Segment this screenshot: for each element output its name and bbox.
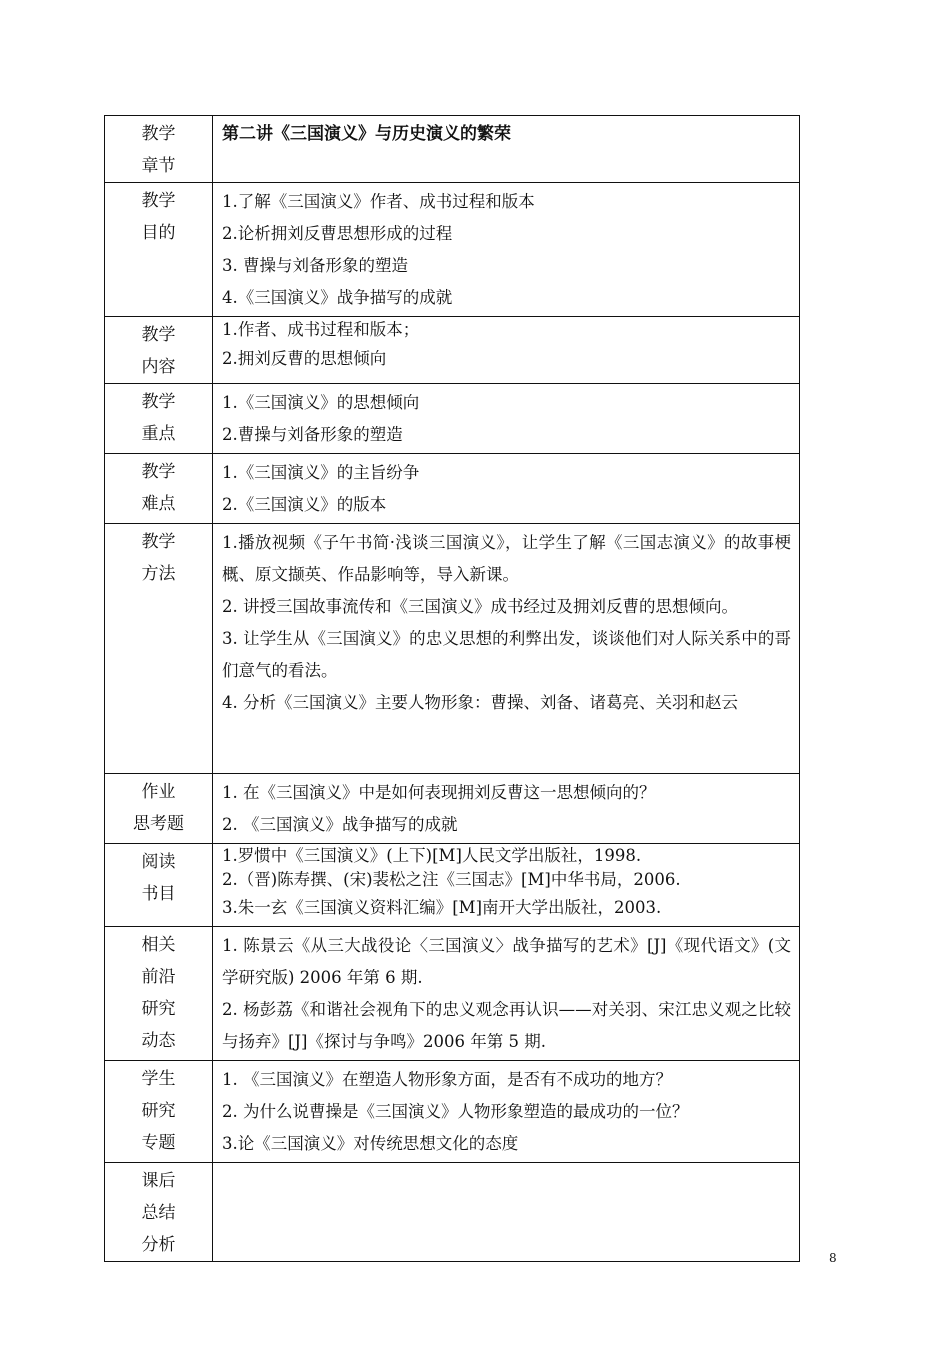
content-paragraph: 3. 让学生从《三国演义》的忠义思想的利弊出发，谈谈他们对人际关系中的哥们意气的看法。 bbox=[222, 629, 791, 680]
content-line: 1.《三国演义》的思想倾向 bbox=[222, 393, 420, 412]
row-content bbox=[213, 774, 800, 844]
content-paragraph: 1.播放视频《子午书简·浅谈三国演义》，让学生了解《三国志演义》的故事梗概、原文撷英、作品影响等，导入新课。 bbox=[222, 533, 791, 584]
content-line: 3.朱一玄《三国演义资料汇编》[M]南开大学出版社，2003. bbox=[222, 898, 662, 917]
content-paragraph: 4. 分析《三国演义》主要人物形象：曹操、刘备、诸葛亮、关羽和赵云 bbox=[222, 693, 738, 712]
row-objectives bbox=[105, 183, 800, 317]
label-line: 方法 bbox=[141, 564, 176, 584]
label-line: 分析 bbox=[141, 1235, 176, 1255]
content-paragraph: 2. 讲授三国故事流传和《三国演义》成书经过及拥刘反曹的思想倾向。 bbox=[222, 597, 738, 616]
content-line: 2.曹操与刘备形象的塑造 bbox=[222, 425, 403, 444]
label-line: 研究 bbox=[141, 1101, 176, 1121]
row-label bbox=[105, 183, 213, 317]
label-line: 难点 bbox=[141, 494, 176, 514]
row-content bbox=[213, 844, 800, 927]
content-paragraph: 2. 杨彭荔《和谐社会视角下的忠义观念再认识——对关羽、宋江忠义观之比较与扬弃》[J]《探讨与争鸣》2006 年第 5 期. bbox=[222, 1000, 791, 1051]
row-label bbox=[105, 317, 213, 384]
label-line: 章节 bbox=[141, 156, 176, 176]
label-line: 书目 bbox=[141, 884, 176, 904]
row-label bbox=[105, 927, 213, 1061]
label-line: 思考题 bbox=[133, 814, 184, 834]
content-line: 1.作者、成书过程和版本； bbox=[222, 320, 420, 339]
row-research-frontier bbox=[105, 927, 800, 1061]
label-line: 教学 bbox=[141, 325, 176, 345]
chapter-title: 第二讲《三国演义》与历史演义的繁荣 bbox=[222, 124, 511, 144]
row-key-points bbox=[105, 384, 800, 454]
label-line: 作业 bbox=[141, 782, 176, 802]
content-line: 4.《三国演义》战争描写的成就 bbox=[222, 288, 453, 307]
label-line: 教学 bbox=[141, 392, 176, 412]
label-line: 前沿 bbox=[141, 967, 176, 987]
label-line: 目的 bbox=[141, 223, 176, 243]
label-line: 相关 bbox=[141, 935, 176, 955]
row-content-topics bbox=[105, 317, 800, 384]
label-line: 教学 bbox=[141, 532, 176, 552]
content-line: 2.《三国演义》的版本 bbox=[222, 495, 387, 514]
row-content bbox=[213, 183, 800, 317]
row-label bbox=[105, 1061, 213, 1163]
row-content bbox=[213, 524, 800, 774]
content-line: 1.《三国演义》的主旨纷争 bbox=[222, 463, 420, 482]
content-line: 3.论《三国演义》对传统思想文化的态度 bbox=[222, 1134, 519, 1153]
row-summary bbox=[105, 1163, 800, 1262]
row-content bbox=[213, 1061, 800, 1163]
content-line: 2.（晋)陈寿撰、(宋)裴松之注《三国志》[M]中华书局，2006. bbox=[222, 870, 681, 889]
row-content bbox=[213, 116, 800, 183]
content-line: 1.了解《三国演义》作者、成书过程和版本 bbox=[222, 192, 535, 211]
content-line: 2. 《三国演义》战争描写的成就 bbox=[222, 815, 458, 834]
label-line: 总结 bbox=[141, 1203, 176, 1223]
content-line: 1. 《三国演义》在塑造人物形象方面，是否有不成功的地方？ bbox=[222, 1070, 672, 1089]
row-methods bbox=[105, 524, 800, 774]
label-line: 教学 bbox=[141, 124, 176, 144]
content-line: 2. 为什么说曹操是《三国演义》人物形象塑造的最成功的一位？ bbox=[222, 1102, 689, 1121]
row-student-topics bbox=[105, 1061, 800, 1163]
content-line: 2.论析拥刘反曹思想形成的过程 bbox=[222, 224, 453, 243]
row-reading-list bbox=[105, 844, 800, 927]
label-line: 课后 bbox=[141, 1171, 176, 1191]
row-label bbox=[105, 384, 213, 454]
label-line: 内容 bbox=[141, 357, 176, 377]
label-line: 重点 bbox=[141, 424, 176, 444]
row-chapter bbox=[105, 116, 800, 183]
row-label bbox=[105, 844, 213, 927]
content-line: 2.拥刘反曹的思想倾向 bbox=[222, 349, 387, 368]
label-line: 研究 bbox=[141, 999, 176, 1019]
row-content bbox=[213, 384, 800, 454]
content-line: 1.罗惯中《三国演义》(上下)[M]人民文学出版社，1998. bbox=[222, 846, 642, 865]
content-paragraph: 1. 陈景云《从三大战役论〈三国演义〉战争描写的艺术》[J]《现代语文》(文学研究版) 2006 年第 6 期. bbox=[222, 936, 791, 987]
page-number: 8 bbox=[829, 1251, 837, 1265]
label-line: 专题 bbox=[141, 1133, 176, 1153]
row-label bbox=[105, 1163, 213, 1262]
lesson-plan-table bbox=[104, 115, 800, 1262]
label-line: 教学 bbox=[141, 191, 176, 211]
row-label bbox=[105, 116, 213, 183]
row-content-empty bbox=[213, 1163, 800, 1262]
row-label bbox=[105, 454, 213, 524]
row-label bbox=[105, 774, 213, 844]
row-difficulties bbox=[105, 454, 800, 524]
label-line: 教学 bbox=[141, 462, 176, 482]
label-line: 动态 bbox=[141, 1031, 176, 1051]
content-line: 1. 在《三国演义》中是如何表现拥刘反曹这一思想倾向的？ bbox=[222, 783, 656, 802]
row-content bbox=[213, 317, 800, 384]
row-homework bbox=[105, 774, 800, 844]
row-content bbox=[213, 454, 800, 524]
label-line: 学生 bbox=[141, 1069, 176, 1089]
content-line: 3. 曹操与刘备形象的塑造 bbox=[222, 256, 408, 275]
row-content bbox=[213, 927, 800, 1061]
label-line: 阅读 bbox=[141, 852, 176, 872]
row-label bbox=[105, 524, 213, 774]
